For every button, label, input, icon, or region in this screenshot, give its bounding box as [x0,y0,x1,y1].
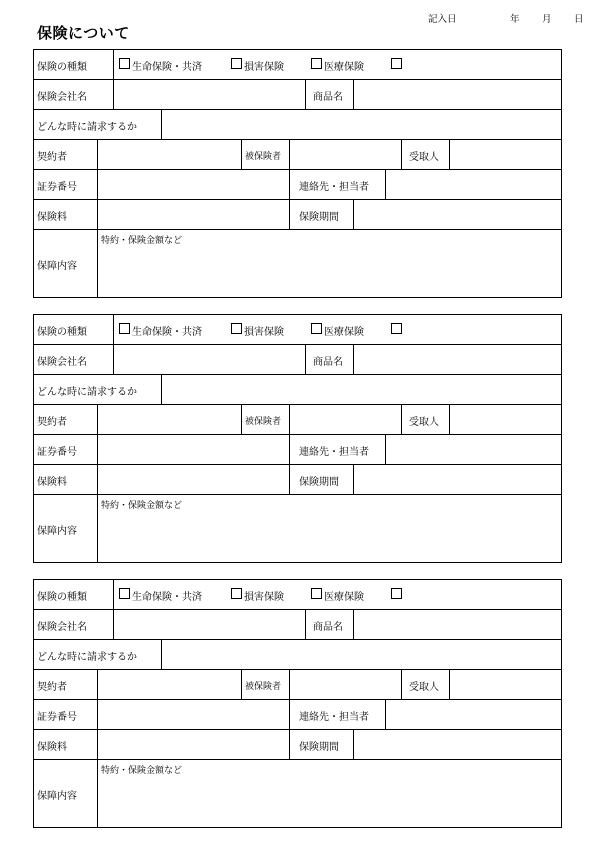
option-life-insurance: 生命保険・共済 [132,592,202,603]
premium-label: 保険料 [37,477,67,488]
row-insurance-type [34,580,561,610]
row-insurance-type [34,315,561,345]
checkbox-property-insurance[interactable] [231,58,242,69]
company-label: 保険会社名 [37,622,87,633]
insurance-form-block [33,314,562,563]
claim-when-label: どんな時に請求するか [37,122,137,133]
insurance-form-block [33,49,562,298]
coverage-note: 特約・保険金額など [101,766,183,776]
checkbox-life-insurance[interactable] [119,58,130,69]
row-company [34,610,561,640]
checkbox-property-insurance[interactable] [231,323,242,334]
period-label: 保険期間 [299,742,339,753]
row-claim-when [34,110,561,140]
checkbox-life-insurance[interactable] [119,588,130,599]
row-coverage [34,760,561,827]
insurance-type-label: 保険の種類 [37,327,87,338]
row-policy-number [34,435,561,465]
beneficiary-label: 受取人 [409,152,439,163]
row-company [34,345,561,375]
checkbox-medical-insurance[interactable] [311,323,322,334]
insured-label: 被保険者 [245,152,282,162]
insured-label: 被保険者 [245,682,282,692]
checkbox-medical-insurance[interactable] [311,58,322,69]
option-life-insurance: 生命保険・共済 [132,327,202,338]
coverage-label: 保障内容 [37,526,77,537]
row-premium [34,465,561,495]
policy-number-label: 証券番号 [37,182,77,193]
product-label: 商品名 [313,357,343,368]
row-parties [34,140,561,170]
insurance-type-label: 保険の種類 [37,592,87,603]
option-medical-insurance: 医療保険 [324,327,364,338]
checkbox-medical-insurance[interactable] [311,588,322,599]
row-parties [34,405,561,435]
row-parties [34,670,561,700]
coverage-note: 特約・保険金額など [101,501,183,511]
row-coverage [34,495,561,562]
claim-when-label: どんな時に請求するか [37,652,137,663]
premium-label: 保険料 [37,742,67,753]
company-label: 保険会社名 [37,357,87,368]
period-label: 保険期間 [299,212,339,223]
date-year-label: 年 [510,14,520,25]
policyholder-label: 契約者 [37,152,67,163]
beneficiary-label: 受取人 [409,417,439,428]
checkbox-other-insurance[interactable] [391,58,402,69]
checkbox-life-insurance[interactable] [119,323,130,334]
option-property-insurance: 損害保険 [244,62,284,73]
option-medical-insurance: 医療保険 [324,62,364,73]
row-claim-when [34,640,561,670]
row-premium [34,730,561,760]
date-line [0,11,595,25]
contact-label: 連絡先・担当者 [299,712,369,723]
checkbox-other-insurance[interactable] [391,323,402,334]
product-label: 商品名 [313,92,343,103]
premium-label: 保険料 [37,212,67,223]
row-insurance-type [34,50,561,80]
coverage-label: 保障内容 [37,791,77,802]
policy-number-label: 証券番号 [37,447,77,458]
policy-number-label: 証券番号 [37,712,77,723]
insurance-type-label: 保険の種類 [37,62,87,73]
company-label: 保険会社名 [37,92,87,103]
contact-label: 連絡先・担当者 [299,447,369,458]
row-claim-when [34,375,561,405]
product-label: 商品名 [313,622,343,633]
contact-label: 連絡先・担当者 [299,182,369,193]
option-property-insurance: 損害保険 [244,327,284,338]
claim-when-label: どんな時に請求するか [37,387,137,398]
insured-label: 被保険者 [245,417,282,427]
date-day-label: 日 [574,14,584,25]
row-policy-number [34,170,561,200]
row-premium [34,200,561,230]
beneficiary-label: 受取人 [409,682,439,693]
page-title: 保険について [37,24,130,42]
insurance-form-block [33,579,562,828]
option-property-insurance: 損害保険 [244,592,284,603]
policyholder-label: 契約者 [37,682,67,693]
row-policy-number [34,700,561,730]
row-coverage [34,230,561,297]
coverage-note: 特約・保険金額など [101,236,183,246]
checkbox-property-insurance[interactable] [231,588,242,599]
date-label: 記入日 [428,14,457,25]
row-company [34,80,561,110]
option-life-insurance: 生命保険・共済 [132,62,202,73]
checkbox-other-insurance[interactable] [391,588,402,599]
policyholder-label: 契約者 [37,417,67,428]
period-label: 保険期間 [299,477,339,488]
coverage-label: 保障内容 [37,261,77,272]
date-month-label: 月 [542,14,552,25]
option-medical-insurance: 医療保険 [324,592,364,603]
